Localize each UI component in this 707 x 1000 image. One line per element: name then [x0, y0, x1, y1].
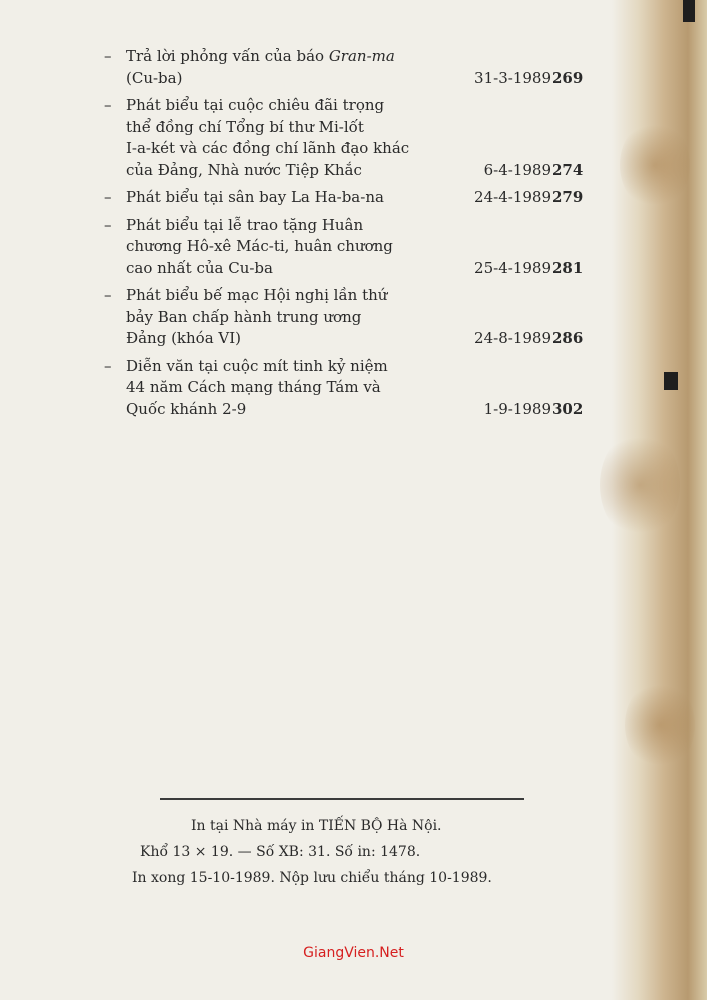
toc-dash: –: [104, 47, 112, 65]
colophon-format: Khổ 13 × 19. — Số XB: 31. Số in: 1478.: [140, 844, 421, 860]
toc-title-line: thể đồng chí Tổng bí thư Mi-lốt: [126, 117, 364, 136]
toc-entry: [104, 46, 594, 89]
table-of-contents: [104, 46, 594, 420]
toc-entry: [104, 95, 594, 181]
toc-page-number: 302: [552, 399, 584, 418]
toc-title-line: (Cu-ba): [126, 68, 183, 87]
colophon: [130, 813, 560, 891]
toc-entry-title: [126, 187, 431, 209]
toc-date: 24-4-1989: [474, 188, 551, 206]
toc-title-line: cao nhất của Cu-ba: [126, 258, 273, 277]
colophon-divider: [160, 798, 524, 800]
toc-page-number: 281: [552, 258, 584, 277]
toc-title-line: [126, 46, 431, 68]
toc-title-line: Quốc khánh 2-9: [126, 399, 247, 418]
toc-title-line: bảy Ban chấp hành trung ương: [126, 307, 362, 326]
toc-entry-title: [126, 95, 431, 181]
toc-entry: [104, 215, 594, 280]
toc-title-line: Phát biểu bế mạc Hội nghị lần thứ: [126, 286, 388, 304]
toc-date: 6-4-1989: [483, 160, 551, 179]
toc-title-line: Phát biểu tại cuộc chiêu đãi trọng: [126, 96, 385, 114]
toc-date: 24-8-1989: [474, 329, 551, 347]
toc-page-number: 279: [552, 188, 584, 206]
toc-date: 31-3-1989: [474, 68, 551, 87]
toc-title-line: 44 năm Cách mạng tháng Tám và: [126, 378, 381, 396]
toc-page-number: 286: [552, 329, 584, 347]
toc-title-text: Trả lời phỏng vấn của báo: [126, 47, 329, 65]
toc-title-line: Đảng (khóa VI): [126, 329, 242, 347]
toc-title-line: Diễn văn tại cuộc mít tinh kỷ niệm: [126, 356, 388, 375]
toc-dash: –: [104, 188, 112, 206]
toc-title-line: của Đảng, Nhà nước Tiệp Khắc: [126, 160, 362, 179]
toc-entry-title: [126, 356, 431, 421]
stain: [600, 430, 680, 540]
toc-entry: [104, 356, 594, 421]
stain: [620, 120, 690, 210]
toc-date: 1-9-1989: [483, 399, 551, 418]
toc-title-line: I-a-két và các đồng chí lãnh đạo khác: [126, 139, 410, 157]
toc-entry-title: [126, 285, 431, 350]
toc-entry-title: [126, 215, 431, 280]
toc-date: 25-4-1989: [474, 258, 551, 277]
toc-page-number: 274: [552, 160, 584, 179]
colophon-print-date: In xong 15-10-1989. Nộp lưu chiểu tháng 10-1989.: [132, 870, 492, 886]
dark-mark: [683, 0, 695, 22]
colophon-printer: In tại Nhà máy in TIẾN BỘ Hà Nội.: [191, 818, 442, 834]
toc-dash: –: [104, 215, 112, 234]
toc-page-number: 269: [552, 68, 584, 87]
toc-title-line: Phát biểu tại lễ trao tặng Huân: [126, 215, 364, 234]
dark-mark: [664, 372, 678, 390]
toc-dash: –: [104, 286, 112, 304]
toc-title-italic: Gran-ma: [328, 47, 395, 65]
toc-entry: [104, 285, 594, 350]
toc-dash: –: [104, 356, 112, 375]
toc-entry: [104, 187, 594, 209]
toc-dash: –: [104, 96, 112, 114]
toc-title-line: Phát biểu tại sân bay La Ha-ba-na: [126, 188, 384, 206]
toc-entry-title: [126, 46, 431, 89]
watermark-link[interactable]: GiangVien.Net: [303, 945, 404, 961]
stain: [625, 680, 695, 770]
toc-title-line: chương Hô-xê Mác-ti, huân chương: [126, 237, 393, 255]
